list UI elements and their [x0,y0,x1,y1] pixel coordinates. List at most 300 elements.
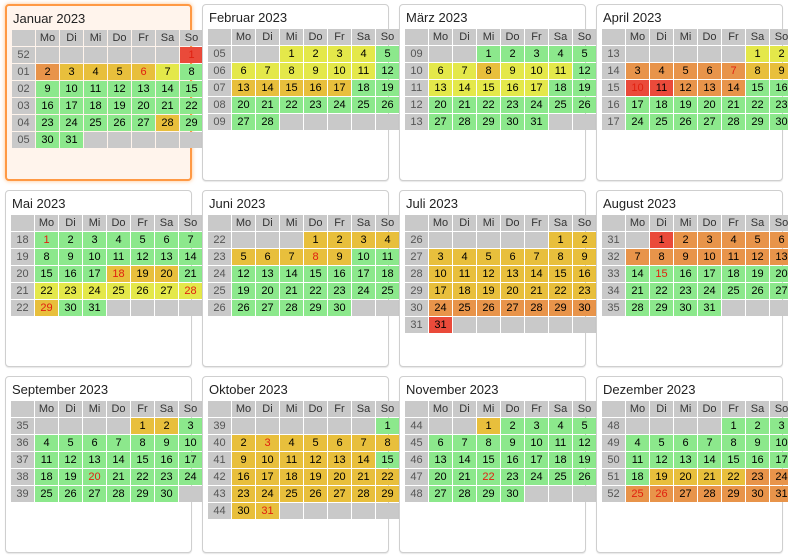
day-cell[interactable]: 5 [674,63,697,79]
day-cell[interactable]: 13 [429,452,452,468]
day-cell[interactable]: 21 [156,98,179,114]
day-cell[interactable]: 2 [770,46,788,62]
month-panel[interactable] [202,376,395,553]
day-cell[interactable]: 17 [626,97,649,113]
day-cell[interactable]: 20 [232,97,255,113]
day-cell[interactable]: 28 [525,300,548,316]
day-cell[interactable]: 1 [477,46,500,62]
day-cell[interactable]: 12 [573,63,596,79]
day-cell[interactable]: 15 [722,452,745,468]
day-cell[interactable]: 24 [352,283,375,299]
day-cell[interactable]: 3 [770,418,788,434]
day-cell[interactable]: 15 [746,80,769,96]
month-panel[interactable] [399,376,592,553]
day-cell[interactable]: 12 [376,63,399,79]
day-cell[interactable]: 3 [352,232,375,248]
day-cell[interactable]: 6 [328,435,351,451]
day-cell[interactable]: 6 [256,249,279,265]
day-cell[interactable]: 10 [256,452,279,468]
day-cell[interactable]: 23 [674,283,697,299]
day-cell[interactable]: 31 [256,503,279,519]
day-cell[interactable]: 30 [746,486,769,502]
day-cell[interactable]: 14 [156,81,179,97]
day-cell[interactable]: 30 [155,486,178,502]
day-cell[interactable]: 1 [280,46,303,62]
day-cell[interactable]: 6 [232,63,255,79]
day-cell[interactable]: 20 [328,469,351,485]
day-cell[interactable]: 15 [650,266,673,282]
day-cell[interactable]: 2 [674,232,697,248]
day-cell[interactable]: 15 [477,452,500,468]
day-cell[interactable]: 21 [626,283,649,299]
day-cell[interactable]: 24 [328,97,351,113]
day-cell[interactable]: 20 [429,469,452,485]
day-cell[interactable]: 8 [746,63,769,79]
month-panel[interactable] [5,190,198,367]
day-cell[interactable]: 8 [650,249,673,265]
day-cell[interactable]: 13 [429,80,452,96]
day-cell[interactable]: 4 [280,435,303,451]
day-cell[interactable]: 29 [304,300,327,316]
day-cell[interactable]: 30 [674,300,697,316]
day-cell[interactable]: 8 [180,64,203,80]
day-cell[interactable]: 25 [352,97,375,113]
day-cell[interactable]: 1 [650,232,673,248]
day-cell[interactable]: 30 [573,300,596,316]
day-cell[interactable]: 20 [83,469,106,485]
day-cell[interactable]: 25 [35,486,58,502]
day-cell[interactable]: 22 [35,283,58,299]
day-cell[interactable]: 18 [549,80,572,96]
day-cell[interactable]: 25 [280,486,303,502]
day-cell[interactable]: 16 [770,80,788,96]
day-cell[interactable]: 9 [674,249,697,265]
day-cell[interactable]: 17 [525,452,548,468]
day-cell[interactable]: 27 [256,300,279,316]
day-cell[interactable]: 12 [131,249,154,265]
day-cell[interactable]: 2 [232,435,255,451]
day-cell[interactable]: 24 [698,283,721,299]
day-cell[interactable]: 29 [722,486,745,502]
day-cell[interactable]: 21 [525,283,548,299]
day-cell[interactable]: 26 [573,97,596,113]
day-cell[interactable]: 29 [376,486,399,502]
day-cell[interactable]: 8 [304,249,327,265]
day-cell[interactable]: 6 [674,435,697,451]
day-cell[interactable]: 15 [549,266,572,282]
day-cell[interactable]: 17 [352,266,375,282]
day-cell[interactable]: 11 [626,452,649,468]
day-cell[interactable]: 16 [501,80,524,96]
day-cell[interactable]: 12 [477,266,500,282]
day-cell[interactable]: 10 [352,249,375,265]
month-panel[interactable] [596,4,788,181]
day-cell[interactable]: 17 [328,80,351,96]
day-cell[interactable]: 4 [650,63,673,79]
day-cell[interactable]: 29 [35,300,58,316]
day-cell[interactable]: 20 [674,469,697,485]
day-cell[interactable]: 22 [304,283,327,299]
day-cell[interactable]: 3 [83,232,106,248]
day-cell[interactable]: 15 [477,80,500,96]
day-cell[interactable]: 30 [232,503,255,519]
day-cell[interactable]: 8 [722,435,745,451]
day-cell[interactable]: 3 [328,46,351,62]
day-cell[interactable]: 1 [35,232,58,248]
day-cell[interactable]: 13 [770,249,788,265]
day-cell[interactable]: 31 [698,300,721,316]
day-cell[interactable]: 22 [477,97,500,113]
day-cell[interactable]: 4 [453,249,476,265]
day-cell[interactable]: 27 [698,114,721,130]
day-cell[interactable]: 10 [60,81,83,97]
day-cell[interactable]: 2 [36,64,59,80]
day-cell[interactable]: 6 [770,232,788,248]
day-cell[interactable]: 26 [674,114,697,130]
day-cell[interactable]: 10 [429,266,452,282]
day-cell[interactable]: 30 [328,300,351,316]
day-cell[interactable]: 29 [477,486,500,502]
day-cell[interactable]: 5 [131,232,154,248]
day-cell[interactable]: 23 [746,469,769,485]
day-cell[interactable]: 28 [256,114,279,130]
day-cell[interactable]: 1 [722,418,745,434]
day-cell[interactable]: 30 [36,132,59,148]
day-cell[interactable]: 20 [501,283,524,299]
day-cell[interactable]: 9 [36,81,59,97]
day-cell[interactable]: 13 [674,452,697,468]
day-cell[interactable]: 3 [525,418,548,434]
day-cell[interactable]: 10 [626,80,649,96]
day-cell[interactable]: 18 [376,266,399,282]
day-cell[interactable]: 28 [722,114,745,130]
day-cell[interactable]: 26 [477,300,500,316]
day-cell[interactable]: 28 [280,300,303,316]
day-cell[interactable]: 24 [770,469,788,485]
day-cell[interactable]: 18 [35,469,58,485]
day-cell[interactable]: 5 [304,435,327,451]
day-cell[interactable]: 28 [626,300,649,316]
day-cell[interactable]: 21 [722,97,745,113]
day-cell[interactable]: 28 [453,114,476,130]
day-cell[interactable]: 23 [573,283,596,299]
day-cell[interactable]: 22 [180,98,203,114]
day-cell[interactable]: 2 [746,418,769,434]
day-cell[interactable]: 1 [304,232,327,248]
day-cell[interactable]: 27 [674,486,697,502]
day-cell[interactable]: 19 [674,97,697,113]
day-cell[interactable]: 20 [698,97,721,113]
day-cell[interactable]: 7 [179,232,202,248]
month-panel[interactable] [596,190,788,367]
day-cell[interactable]: 7 [256,63,279,79]
day-cell[interactable]: 11 [453,266,476,282]
day-cell[interactable]: 6 [698,63,721,79]
day-cell[interactable]: 24 [525,97,548,113]
day-cell[interactable]: 5 [573,46,596,62]
day-cell[interactable]: 19 [376,80,399,96]
day-cell[interactable]: 8 [477,63,500,79]
day-cell[interactable]: 23 [59,283,82,299]
day-cell[interactable]: 26 [650,486,673,502]
day-cell[interactable]: 9 [328,249,351,265]
day-cell[interactable]: 10 [770,435,788,451]
day-cell[interactable]: 18 [722,266,745,282]
day-cell[interactable]: 9 [746,435,769,451]
day-cell[interactable]: 27 [132,115,155,131]
day-cell[interactable]: 23 [501,469,524,485]
day-cell[interactable]: 8 [131,435,154,451]
day-cell[interactable]: 12 [573,435,596,451]
day-cell[interactable]: 23 [304,97,327,113]
day-cell[interactable]: 6 [155,232,178,248]
day-cell[interactable]: 19 [477,283,500,299]
day-cell[interactable]: 16 [304,80,327,96]
day-cell[interactable]: 5 [376,46,399,62]
day-cell[interactable]: 1 [180,47,203,63]
day-cell[interactable]: 29 [650,300,673,316]
day-cell[interactable]: 22 [376,469,399,485]
day-cell[interactable]: 14 [698,452,721,468]
day-cell[interactable]: 11 [84,81,107,97]
day-cell[interactable]: 27 [83,486,106,502]
day-cell[interactable]: 11 [549,435,572,451]
day-cell[interactable]: 10 [525,63,548,79]
day-cell[interactable]: 6 [501,249,524,265]
day-cell[interactable]: 9 [573,249,596,265]
day-cell[interactable]: 25 [626,486,649,502]
day-cell[interactable]: 18 [84,98,107,114]
day-cell[interactable]: 14 [352,452,375,468]
day-cell[interactable]: 25 [549,469,572,485]
day-cell[interactable]: 31 [429,317,452,333]
day-cell[interactable]: 1 [477,418,500,434]
day-cell[interactable]: 17 [256,469,279,485]
day-cell[interactable]: 17 [60,98,83,114]
day-cell[interactable]: 28 [698,486,721,502]
day-cell[interactable]: 28 [352,486,375,502]
day-cell[interactable]: 18 [352,80,375,96]
day-cell[interactable]: 13 [155,249,178,265]
day-cell[interactable]: 5 [232,249,255,265]
day-cell[interactable]: 3 [698,232,721,248]
day-cell[interactable]: 25 [107,283,130,299]
day-cell[interactable]: 26 [131,283,154,299]
day-cell[interactable]: 15 [131,452,154,468]
day-cell[interactable]: 1 [746,46,769,62]
day-cell[interactable]: 24 [626,114,649,130]
day-cell[interactable]: 14 [256,80,279,96]
day-cell[interactable]: 25 [722,283,745,299]
day-cell[interactable]: 22 [280,97,303,113]
day-cell[interactable]: 29 [549,300,572,316]
day-cell[interactable]: 15 [376,452,399,468]
day-cell[interactable]: 17 [83,266,106,282]
day-cell[interactable]: 25 [84,115,107,131]
day-cell[interactable]: 16 [36,98,59,114]
day-cell[interactable]: 20 [155,266,178,282]
day-cell[interactable]: 9 [155,435,178,451]
day-cell[interactable]: 18 [280,469,303,485]
month-panel[interactable] [5,376,198,553]
month-panel[interactable] [399,4,592,181]
day-cell[interactable]: 10 [179,435,202,451]
day-cell[interactable]: 19 [131,266,154,282]
day-cell[interactable]: 3 [626,63,649,79]
month-panel[interactable] [5,4,199,181]
day-cell[interactable]: 7 [453,63,476,79]
day-cell[interactable]: 29 [131,486,154,502]
month-panel[interactable] [202,190,395,367]
day-cell[interactable]: 10 [698,249,721,265]
day-cell[interactable]: 5 [650,435,673,451]
day-cell[interactable]: 12 [674,80,697,96]
day-cell[interactable]: 18 [453,283,476,299]
day-cell[interactable]: 30 [501,486,524,502]
day-cell[interactable]: 26 [108,115,131,131]
day-cell[interactable]: 19 [304,469,327,485]
day-cell[interactable]: 15 [180,81,203,97]
day-cell[interactable]: 27 [429,486,452,502]
day-cell[interactable]: 22 [549,283,572,299]
day-cell[interactable]: 14 [179,249,202,265]
day-cell[interactable]: 3 [60,64,83,80]
day-cell[interactable]: 14 [107,452,130,468]
day-cell[interactable]: 8 [549,249,572,265]
day-cell[interactable]: 19 [59,469,82,485]
day-cell[interactable]: 12 [746,249,769,265]
month-panel[interactable] [202,4,395,181]
day-cell[interactable]: 27 [770,283,788,299]
day-cell[interactable]: 7 [156,64,179,80]
month-panel[interactable] [399,190,592,367]
day-cell[interactable]: 2 [155,418,178,434]
day-cell[interactable]: 20 [256,283,279,299]
day-cell[interactable]: 7 [352,435,375,451]
day-cell[interactable]: 18 [650,97,673,113]
day-cell[interactable]: 4 [376,232,399,248]
day-cell[interactable]: 11 [650,80,673,96]
day-cell[interactable]: 2 [328,232,351,248]
day-cell[interactable]: 4 [107,232,130,248]
day-cell[interactable]: 1 [131,418,154,434]
day-cell[interactable]: 13 [256,266,279,282]
day-cell[interactable]: 18 [626,469,649,485]
day-cell[interactable]: 9 [501,63,524,79]
day-cell[interactable]: 28 [107,486,130,502]
day-cell[interactable]: 14 [280,266,303,282]
day-cell[interactable]: 2 [304,46,327,62]
day-cell[interactable]: 29 [746,114,769,130]
day-cell[interactable]: 27 [429,114,452,130]
day-cell[interactable]: 21 [352,469,375,485]
day-cell[interactable]: 16 [155,452,178,468]
day-cell[interactable]: 20 [770,266,788,282]
day-cell[interactable]: 7 [525,249,548,265]
day-cell[interactable]: 26 [232,300,255,316]
day-cell[interactable]: 26 [59,486,82,502]
day-cell[interactable]: 2 [573,232,596,248]
day-cell[interactable]: 18 [549,452,572,468]
day-cell[interactable]: 22 [477,469,500,485]
day-cell[interactable]: 22 [746,97,769,113]
day-cell[interactable]: 7 [107,435,130,451]
day-cell[interactable]: 16 [501,452,524,468]
day-cell[interactable]: 13 [232,80,255,96]
day-cell[interactable]: 14 [722,80,745,96]
day-cell[interactable]: 15 [280,80,303,96]
day-cell[interactable]: 7 [280,249,303,265]
day-cell[interactable]: 31 [83,300,106,316]
day-cell[interactable]: 9 [501,435,524,451]
day-cell[interactable]: 19 [573,452,596,468]
day-cell[interactable]: 28 [156,115,179,131]
day-cell[interactable]: 25 [453,300,476,316]
day-cell[interactable]: 25 [376,283,399,299]
day-cell[interactable]: 19 [650,469,673,485]
day-cell[interactable]: 4 [352,46,375,62]
day-cell[interactable]: 11 [107,249,130,265]
day-cell[interactable]: 8 [280,63,303,79]
day-cell[interactable]: 10 [525,435,548,451]
day-cell[interactable]: 4 [84,64,107,80]
day-cell[interactable]: 12 [304,452,327,468]
day-cell[interactable]: 26 [573,469,596,485]
day-cell[interactable]: 20 [132,98,155,114]
day-cell[interactable]: 6 [83,435,106,451]
day-cell[interactable]: 19 [746,266,769,282]
day-cell[interactable]: 21 [107,469,130,485]
day-cell[interactable]: 6 [132,64,155,80]
day-cell[interactable]: 12 [232,266,255,282]
day-cell[interactable]: 13 [698,80,721,96]
day-cell[interactable]: 17 [179,452,202,468]
day-cell[interactable]: 4 [722,232,745,248]
day-cell[interactable]: 7 [626,249,649,265]
day-cell[interactable]: 26 [746,283,769,299]
day-cell[interactable]: 13 [132,81,155,97]
day-cell[interactable]: 4 [549,46,572,62]
day-cell[interactable]: 10 [83,249,106,265]
day-cell[interactable]: 21 [179,266,202,282]
day-cell[interactable]: 11 [280,452,303,468]
day-cell[interactable]: 9 [304,63,327,79]
day-cell[interactable]: 12 [108,81,131,97]
day-cell[interactable]: 11 [549,63,572,79]
day-cell[interactable]: 22 [722,469,745,485]
day-cell[interactable]: 13 [328,452,351,468]
day-cell[interactable]: 28 [179,283,202,299]
day-cell[interactable]: 24 [179,469,202,485]
day-cell[interactable]: 24 [60,115,83,131]
day-cell[interactable]: 13 [501,266,524,282]
month-panel[interactable] [596,376,788,553]
day-cell[interactable]: 25 [549,97,572,113]
day-cell[interactable]: 21 [453,469,476,485]
day-cell[interactable]: 27 [155,283,178,299]
day-cell[interactable]: 23 [232,486,255,502]
day-cell[interactable]: 14 [453,80,476,96]
day-cell[interactable]: 27 [328,486,351,502]
day-cell[interactable]: 21 [698,469,721,485]
day-cell[interactable]: 9 [770,63,788,79]
day-cell[interactable]: 31 [60,132,83,148]
day-cell[interactable]: 23 [501,97,524,113]
day-cell[interactable]: 2 [59,232,82,248]
day-cell[interactable]: 9 [59,249,82,265]
day-cell[interactable]: 11 [376,249,399,265]
day-cell[interactable]: 9 [232,452,255,468]
